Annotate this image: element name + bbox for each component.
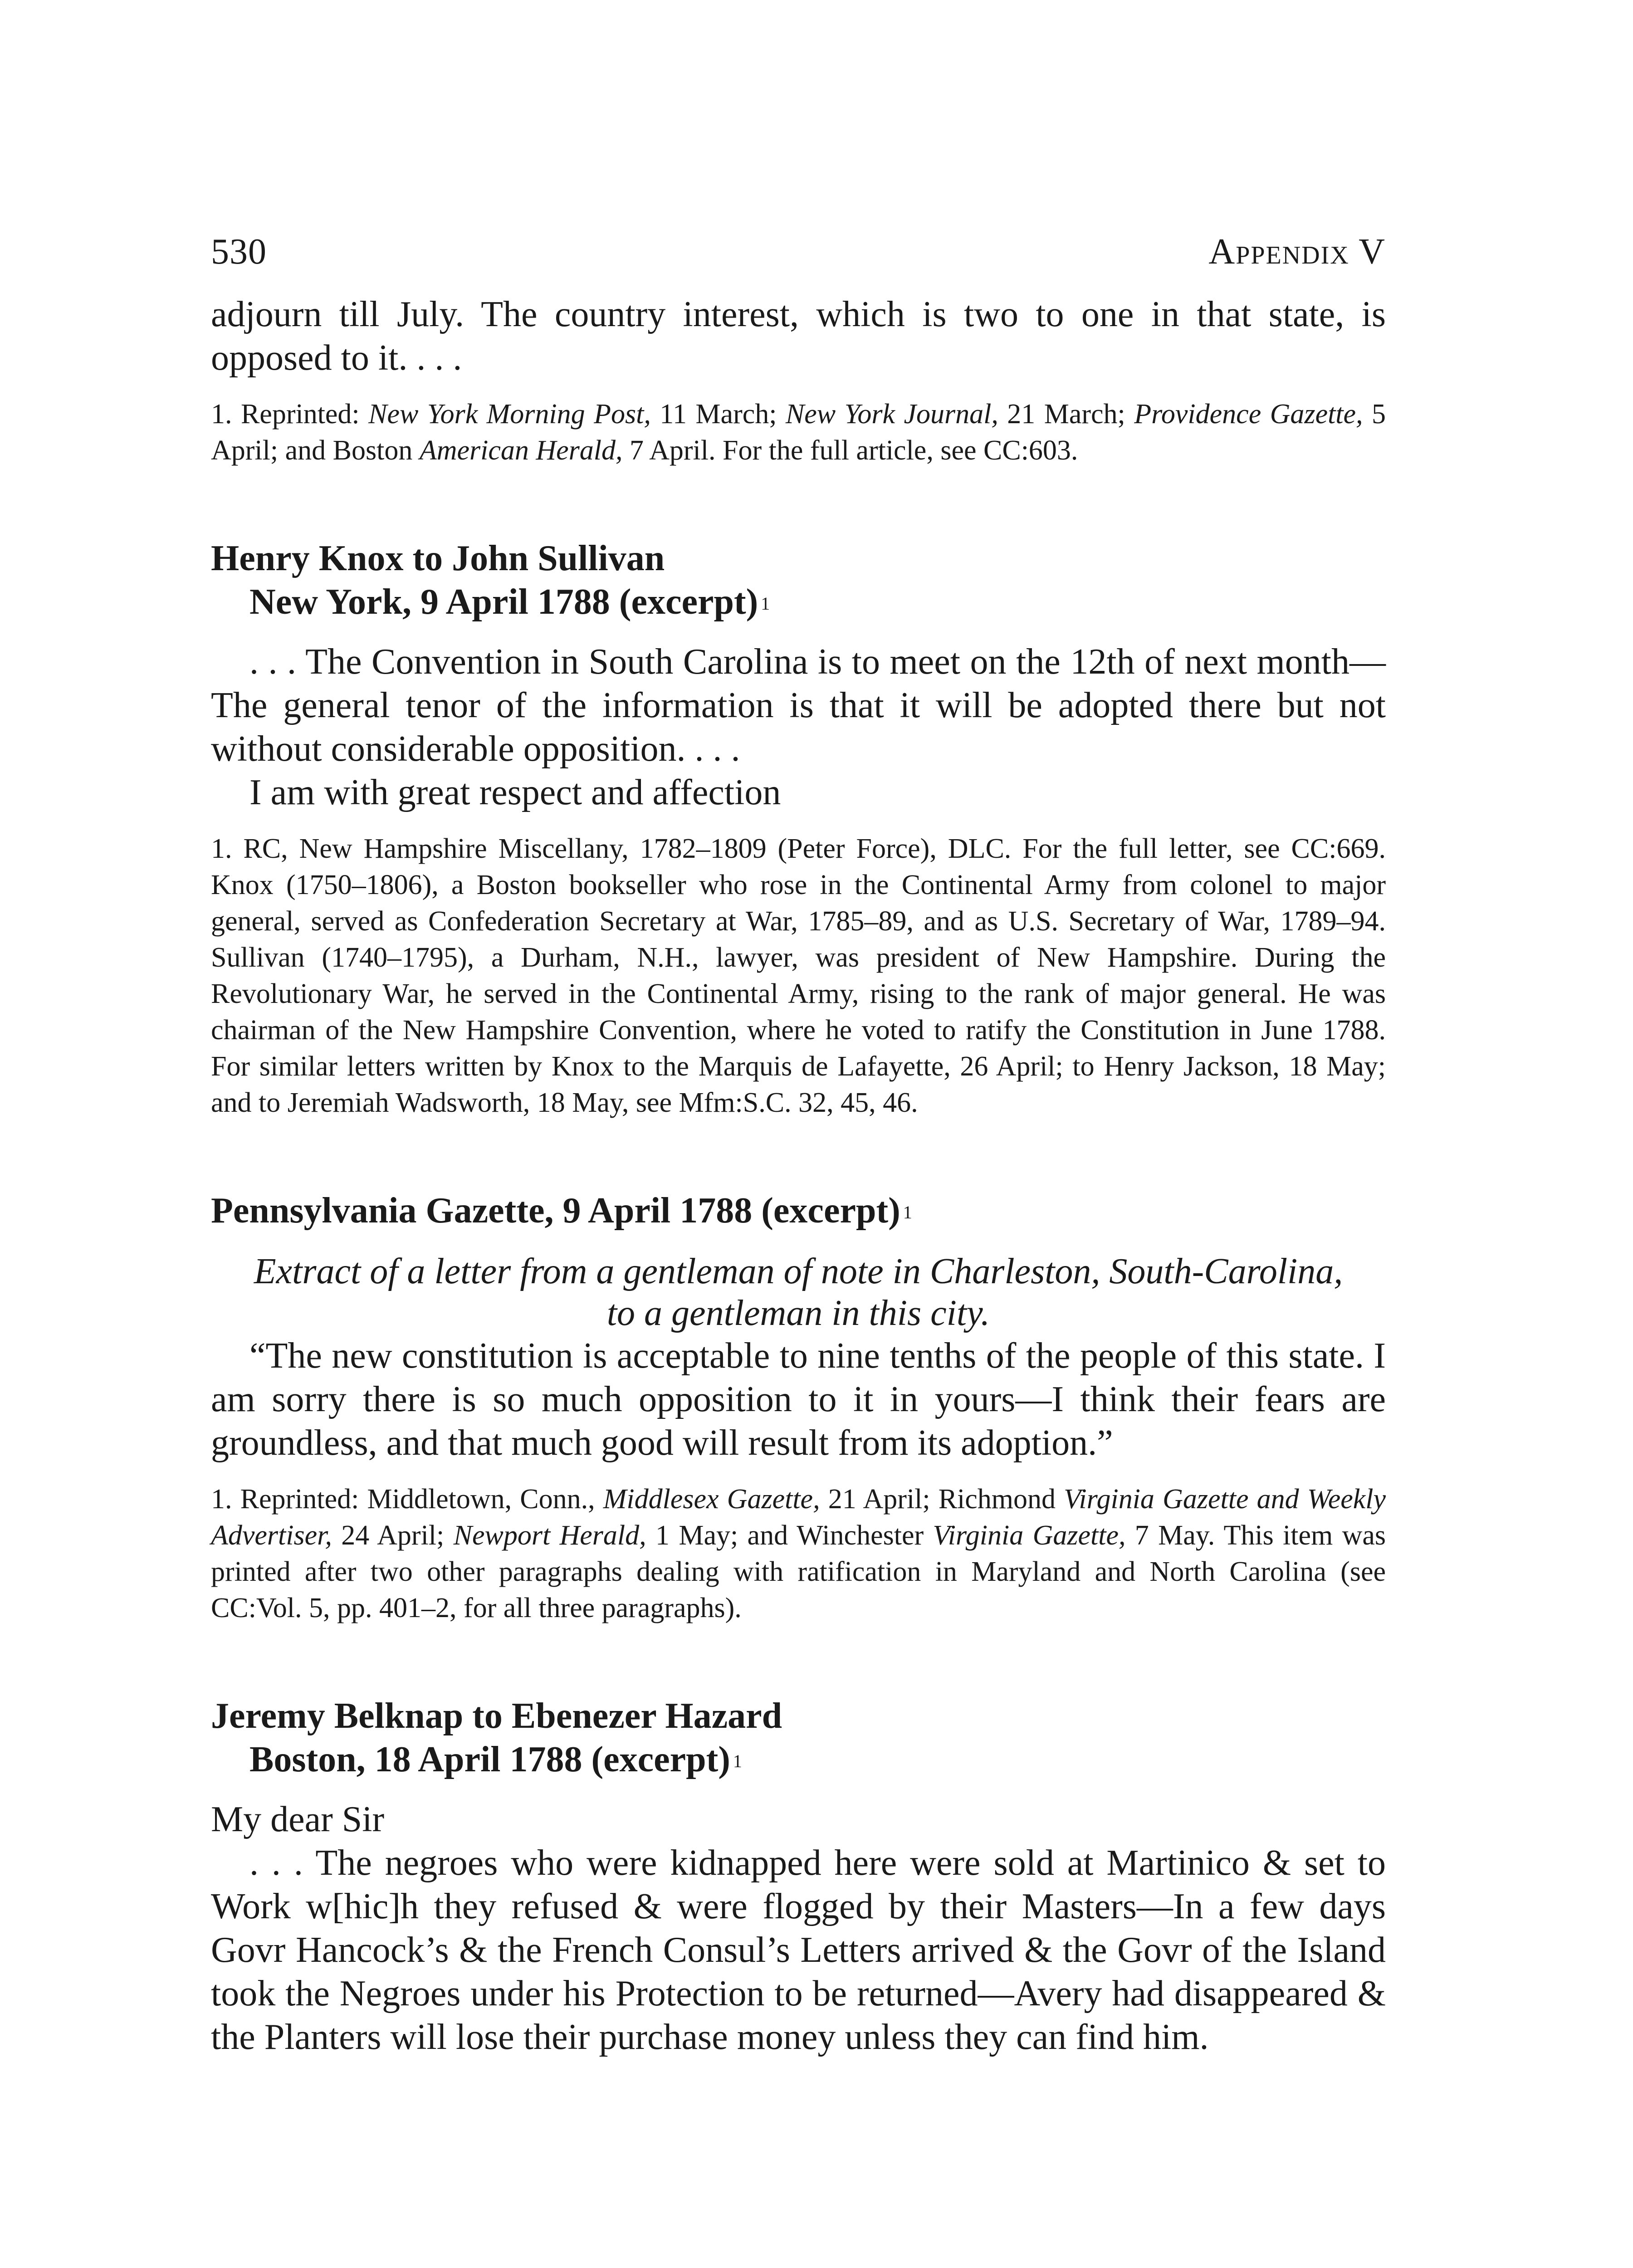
section-heading [211,537,1386,624]
footnote-ref: 1 [761,593,770,614]
italic-title: American Herald, [419,435,623,466]
note-text: 11 March; [650,399,786,430]
section-heading [211,1694,1386,1781]
note-text: 1. RC, New Hampshire Miscellany, 1782–1809 (Peter Force), DLC. For the full letter, see CC:669. Knox (1750–1806), a Boston bookseller who rose in the Continental Army from colonel to major general, served as Confederation Secretary at War, 1785–89, and as U.S. Secretary of War, 1789–94. Sullivan (1740–1795), a Durham, N.H., lawyer, was president of New Hampshire. During the Revolutionary War, he served in the Continental Army, rising to the rank of major general. He was chairman of the New Hampshire Convention, where he voted to ratify the Constitution in June 1788. For similar letters written by Knox to the Marquis de Lafayette, 26 April; to Henry Jackson, 18 May; and to Jeremiah Wadsworth, 18 May, see Mfm:S.C. 32, 45, 46. [211,833,1386,1118]
heading-line: Jeremy Belknap to Ebenezer Hazard [211,1696,782,1736]
running-head-title: Appendix V [1208,232,1386,272]
gazette-section [211,1189,1386,1626]
section-heading [211,1189,1386,1232]
letter-paragraph: . . . The Convention in South Carolina is to meet on the 12th of next month—The general tenor of the information is that it will be adopted there but not without considerable opposition. . . . [211,642,1386,769]
footnote-ref: 1 [733,1751,742,1771]
italic-title: Virginia Gazette and Weekly Advertiser, [211,1484,1386,1551]
footnote [211,831,1386,1121]
heading-subline [211,1738,1386,1781]
intro-line: Extract of a letter from a gentleman of note in Charleston, South-Carolina, [254,1251,1343,1291]
letter-paragraph: “The new constitution is acceptable to nine tenths of the people of this state. I am sorry there is so much opposition to it in yours—I think their fears are groundless, and that much good will result from its adoption.” [211,1336,1386,1463]
extract-intro [211,1251,1386,1334]
knox-section [211,537,1386,1121]
note-text: 7 April. For the full article, see CC:603. [622,435,1078,466]
italic-title: Virginia Gazette, [933,1520,1126,1551]
continuation-paragraph: adjourn till July. The country interest, which is two to one in that state, is opposed to it. . . . [211,294,1386,378]
footnote [211,1481,1386,1626]
heading-line: Pennsylvania Gazette, 9 April 1788 (excerpt) [211,1191,900,1231]
document-page [211,229,1386,2059]
note-text: 1 May; and Winchester [646,1520,933,1551]
intro-line: to a gentleman in this city. [606,1293,990,1333]
letter-paragraph: . . . The negroes who were kidnapped here were sold at Martinico & set to Work w[hic]h they refused & were flogged by their Masters—In a few days Govr Hancock’s & the French Consul’s Letters arrived & the Govr of the Island took the Negroes under his Protection to be returned—Avery had disappeared & the Planters will lose their purchase money unless they can find him. [211,1843,1386,2057]
note-text: 24 April; [332,1520,454,1551]
note-text: 1. Reprinted: Middletown, Conn., [211,1484,603,1515]
italic-title: Providence Gazette, [1134,399,1363,430]
heading-subline [211,580,1386,624]
italic-title: Newport Herald, [453,1520,646,1551]
page-number: 530 [211,232,267,272]
belknap-section [211,1694,1386,2059]
italic-title: New York Journal, [785,399,998,430]
heading-line: Henry Knox to John Sullivan [211,538,665,578]
note-text: 21 March; [998,399,1134,430]
note-text: 21 April; Richmond [820,1484,1064,1515]
note-text: 7 May. This item was printed after two other paragraphs dealing with ratification in Maryland and North Carolina (see CC:Vol. 5, pp. 401–2, for all three paragraphs). [211,1520,1386,1623]
running-head [211,229,1386,274]
note-text: 5 April; and Boston [211,399,1386,466]
italic-title: New York Morning Post, [368,399,651,430]
footnote [211,396,1386,469]
letter-closing: I am with great respect and affection [249,772,781,812]
letter-salutation: My dear Sir [211,1799,385,1839]
heading-date: Boston, 18 April 1788 (excerpt) [249,1740,730,1779]
note-text: 1. Reprinted: [211,399,369,430]
footnote-ref: 1 [903,1202,912,1222]
italic-title: Middlesex Gazette, [603,1484,820,1515]
heading-date: New York, 9 April 1788 (excerpt) [249,582,758,622]
